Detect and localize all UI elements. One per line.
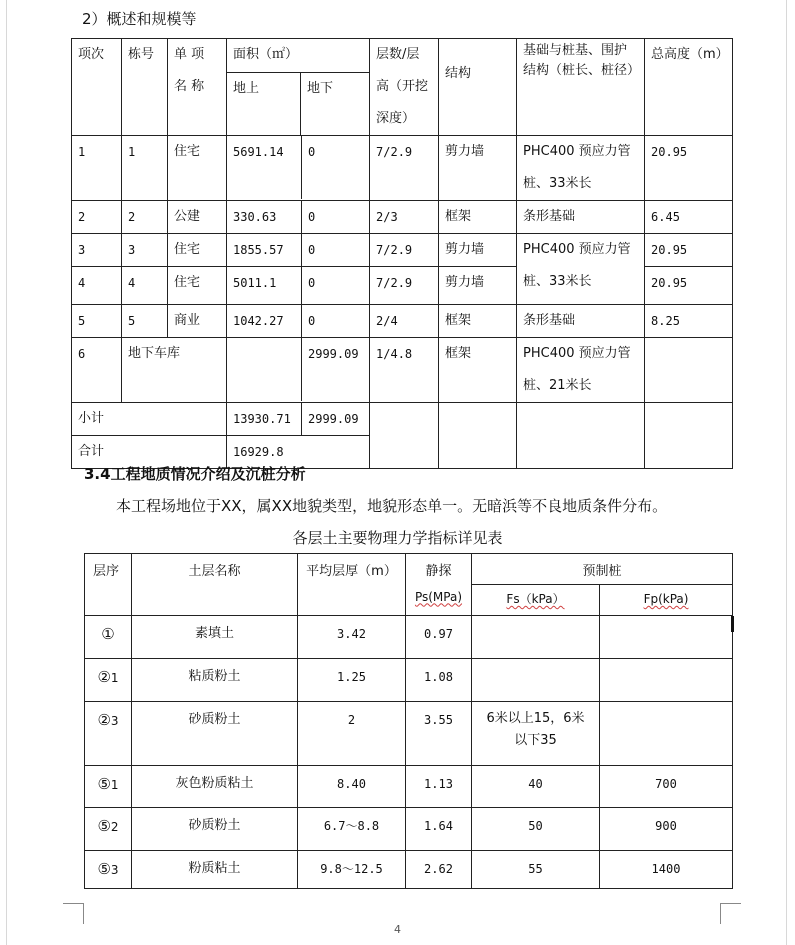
margin-mark-right bbox=[720, 903, 741, 924]
table-row: 1 1 住宅 5691.14 0 7/2.9 剪力墙 PHC400 预应力管 桩、33米长 20.95 bbox=[72, 136, 733, 201]
header-fs: Fs（kPa） bbox=[506, 592, 565, 606]
section-title: 2）概述和规模等 bbox=[82, 10, 197, 28]
header-ps: Ps(MPa) bbox=[414, 589, 463, 604]
table-row: ⑤3 粉质粘土 9.8～12.5 2.62 55 1400 bbox=[85, 851, 733, 889]
building-overview-table bbox=[71, 38, 733, 469]
table-row: ① 素填土 3.42 0.97 bbox=[85, 616, 733, 659]
table-row: 6 地下车库 2999.09 1/4.8 框架 PHC400 预应力管 桩、21米长 bbox=[72, 338, 733, 403]
header-foundation: 基础与桩基、围护 结构（桩长、桩径） bbox=[517, 39, 645, 136]
margin-mark-left bbox=[63, 903, 84, 924]
table-row: ⑤2 砂质粉土 6.7～8.8 1.64 50 900 bbox=[85, 808, 733, 851]
total-row: 合计 16929.8 bbox=[72, 436, 733, 469]
header-pile: 预制桩 bbox=[472, 554, 733, 585]
section-heading: 3.4工程地质情况介绍及沉桩分析 bbox=[84, 465, 306, 483]
header-structure: 结构 bbox=[439, 39, 517, 136]
table-row: 3 3 住宅 1855.57 0 7/2.9 剪力墙 PHC400 预应力管 桩、33米长 20.95 bbox=[72, 234, 733, 267]
table-row: 5 5 商业 1042.27 0 2/4 框架 条形基础 8.25 bbox=[72, 305, 733, 338]
header-layer: 层序 bbox=[85, 554, 132, 616]
table-row: ⑤1 灰色粉质粘土 8.40 1.13 40 700 bbox=[85, 766, 733, 808]
page-left-edge bbox=[6, 0, 7, 945]
table-row: ②1 粘质粉土 1.25 1.08 bbox=[85, 659, 733, 702]
intro-paragraph: 本工程场地位于XX，属XX地貌类型，地貌形态单一。无暗浜等不良地质条件分布。 bbox=[116, 497, 668, 515]
table-row: 4 4 住宅 5011.1 0 7/2.9 剪力墙 20.95 bbox=[72, 267, 733, 305]
table-row: 2 2 公建 330.63 0 2/3 框架 条形基础 6.45 bbox=[72, 201, 733, 234]
header-building: 栋号 bbox=[122, 39, 168, 136]
header-height: 总高度（m） bbox=[645, 39, 733, 136]
header-item: 项次 bbox=[72, 39, 122, 136]
soil-properties-table bbox=[84, 553, 733, 889]
table-row: ②3 砂质粉土 2 3.55 6米以上15，6米 以下35 bbox=[85, 702, 733, 766]
header-above: 地上 bbox=[227, 73, 301, 136]
header-soil: 土层名称 bbox=[132, 554, 298, 616]
table-title: 各层土主要物理力学指标详见表 bbox=[292, 529, 503, 547]
page-number: 4 bbox=[394, 923, 401, 936]
text-cursor bbox=[731, 616, 734, 632]
header-static: 静探 bbox=[406, 554, 472, 585]
header-floors: 层数/层 高（开挖 深度） bbox=[370, 39, 439, 136]
subtotal-row: 小计 13930.71 2999.09 bbox=[72, 403, 733, 436]
header-below: 地下 bbox=[301, 73, 370, 136]
page-right-edge bbox=[786, 0, 787, 945]
header-area: 面积（㎡） bbox=[227, 39, 370, 73]
header-thickness: 平均层厚（m） bbox=[298, 554, 406, 616]
header-name: 单 项 名 称 bbox=[168, 39, 227, 136]
header-fp: Fp(kPa) bbox=[643, 592, 689, 606]
